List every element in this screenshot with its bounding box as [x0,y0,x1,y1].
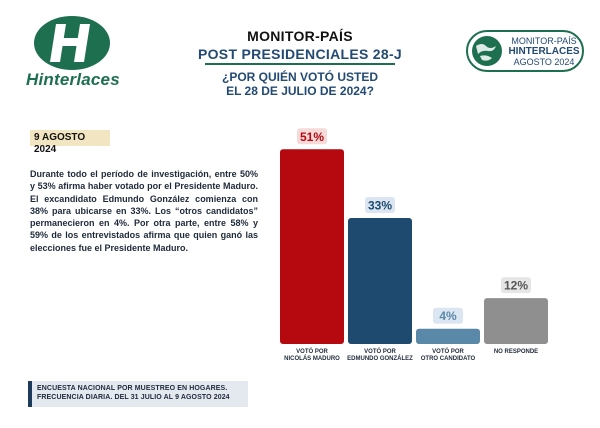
bar-2 [416,329,480,344]
category-label-0-0: VOTÓ POR [296,349,328,355]
vote-bar-chart [270,110,570,380]
hinterlaces-logo [22,14,152,90]
page-subtitle: POST PRESIDENCIALES 28-J [197,46,403,62]
value-label-1: 33% [367,198,393,213]
bar-0 [280,149,344,344]
page-title: MONITOR-PAÍS [247,28,353,44]
subtitle-underline [205,63,395,65]
hinterlaces-wordmark: Hinterlaces [26,70,120,89]
question-line-2: EL 28 DE JULIO DE 2024? [226,84,374,98]
badge-line-1: MONITOR-PAÍS [511,36,577,46]
bar-1 [348,218,412,344]
methodology-line-1: ENCUESTA NACIONAL POR MUESTREO EN HOGARES. [37,385,228,392]
monitor-pais-badge [466,30,584,72]
category-label-3-0: NO RESPONDE [493,349,539,355]
date-label: 9 AGOSTO 2024 [30,130,110,146]
badge-line-3: AGOSTO 2024 [513,57,575,67]
category-label-1-1: EDMUNDO GONZÁLEZ [347,356,413,362]
methodology-line-2: FRECUENCIA DIARIA. DEL 31 JULIO AL 9 AGOSTO 2024 [37,394,230,401]
category-label-0-1: NICOLÁS MADURO [284,356,340,362]
globe-icon [470,34,504,68]
value-label-3: 12% [503,278,529,293]
hinterlaces-logo-icon [32,14,112,72]
category-label-1-0: VOTÓ POR [364,349,396,355]
category-label-2-0: VOTÓ POR [432,349,464,355]
survey-question [150,70,450,98]
summary-text: Durante todo el período de investigación, entre 50% y 53% afirma haber votado por el Presidente Maduro. El excandidato Edmundo González comienza con 38% para ubicarse en 33%. Los “otros candidatos” permanecieron en 4%. Por otra parte, entre 58% y 59% de los entrevistados afirma que quien ganó las elecciones fue el Presidente Maduro. [30,169,258,253]
badge-line-2: HINTERLACES [508,46,580,57]
category-label-2-1: OTRO CANDIDATO [420,356,476,362]
methodology-note [28,381,248,407]
bar-3 [484,298,548,344]
value-label-2: 4% [439,309,457,324]
value-label-0: 51% [299,129,325,144]
question-line-1: ¿POR QUIÉN VOTÓ USTED [221,70,378,84]
